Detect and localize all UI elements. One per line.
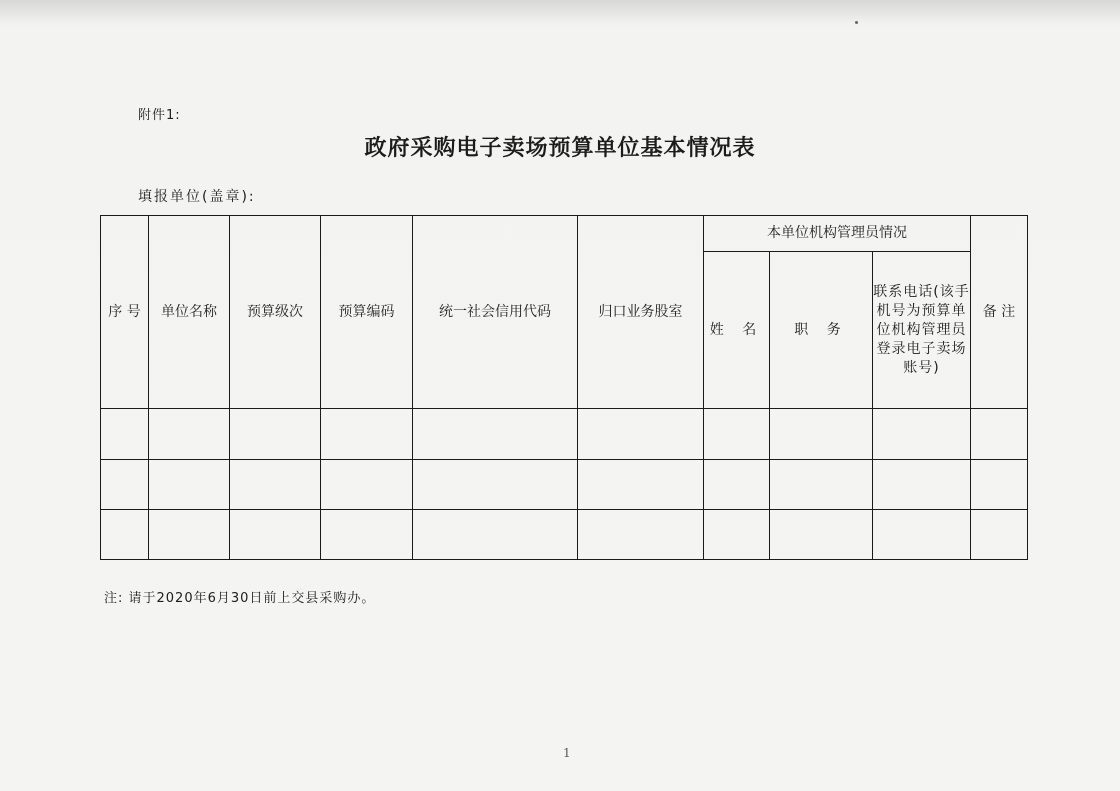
cell-seq[interactable]	[101, 510, 149, 560]
cell-credit-code[interactable]	[413, 409, 578, 460]
cell-budget-level[interactable]	[230, 510, 321, 560]
header-admin-position: 职 务	[770, 252, 873, 409]
cell-budget-code[interactable]	[321, 510, 413, 560]
header-admin-phone: 联系电话(该手机号为预算单位机构管理员登录电子卖场账号)	[873, 252, 971, 409]
header-budget-code: 预算编码	[321, 216, 413, 409]
header-credit-code: 统一社会信用代码	[413, 216, 578, 409]
cell-admin-position[interactable]	[770, 409, 873, 460]
table-row	[101, 510, 1028, 560]
cell-credit-code[interactable]	[413, 510, 578, 560]
cell-remarks[interactable]	[971, 409, 1028, 460]
cell-seq[interactable]	[101, 409, 149, 460]
header-seq: 序 号	[101, 216, 149, 409]
scan-speck	[855, 21, 858, 24]
cell-remarks[interactable]	[971, 510, 1028, 560]
header-unit-name: 单位名称	[149, 216, 230, 409]
header-dept-office: 归口业务股室	[578, 216, 704, 409]
table-row	[101, 409, 1028, 460]
header-admin-name: 姓 名	[704, 252, 770, 409]
cell-admin-name[interactable]	[704, 460, 770, 510]
cell-budget-code[interactable]	[321, 409, 413, 460]
cell-admin-phone[interactable]	[873, 409, 971, 460]
cell-admin-name[interactable]	[704, 409, 770, 460]
cell-budget-level[interactable]	[230, 460, 321, 510]
cell-unit-name[interactable]	[149, 460, 230, 510]
header-row-1	[101, 216, 1028, 252]
header-admin-group: 本单位机构管理员情况	[704, 216, 971, 252]
table-row	[101, 460, 1028, 510]
cell-admin-position[interactable]	[770, 510, 873, 560]
basic-info-table	[100, 215, 1028, 560]
attachment-label: 附件1:	[138, 108, 181, 123]
cell-admin-phone[interactable]	[873, 460, 971, 510]
cell-credit-code[interactable]	[413, 460, 578, 510]
cell-dept-office[interactable]	[578, 409, 704, 460]
header-remarks: 备 注	[971, 216, 1028, 409]
cell-budget-level[interactable]	[230, 409, 321, 460]
document-title: 政府采购电子卖场预算单位基本情况表	[364, 135, 756, 161]
cell-remarks[interactable]	[971, 460, 1028, 510]
cell-admin-phone[interactable]	[873, 510, 971, 560]
cell-seq[interactable]	[101, 460, 149, 510]
footnote: 注: 请于2020年6月30日前上交县采购办。	[104, 591, 376, 606]
header-budget-level: 预算级次	[230, 216, 321, 409]
cell-dept-office[interactable]	[578, 510, 704, 560]
cell-admin-position[interactable]	[770, 460, 873, 510]
fill-unit-label: 填报单位(盖章):	[138, 189, 256, 205]
cell-unit-name[interactable]	[149, 510, 230, 560]
scan-shadow	[0, 0, 1120, 24]
page-number: 1	[563, 746, 571, 760]
cell-dept-office[interactable]	[578, 460, 704, 510]
cell-budget-code[interactable]	[321, 460, 413, 510]
cell-unit-name[interactable]	[149, 409, 230, 460]
cell-admin-name[interactable]	[704, 510, 770, 560]
